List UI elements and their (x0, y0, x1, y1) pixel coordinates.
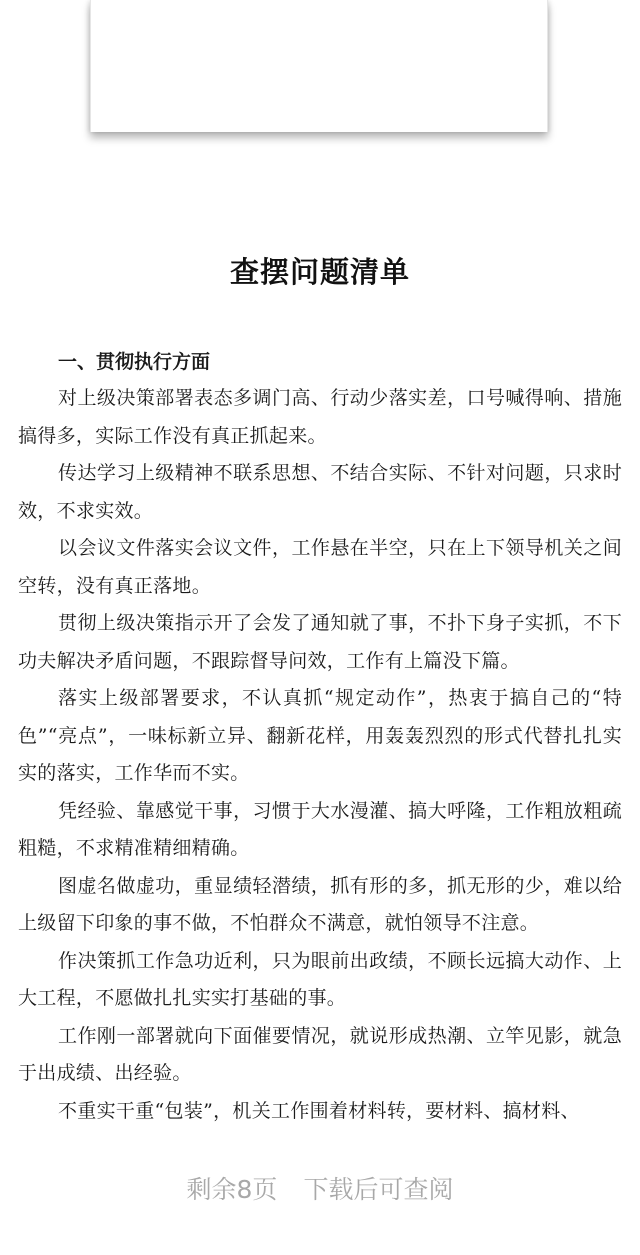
section-heading: 一、贯彻执行方面 (58, 351, 211, 373)
paragraph-3: 以会议文件落实会议文件，工作悬在半空，只在上下领导机关之间空转，没有真正落地。 (18, 537, 622, 597)
paragraph-6: 凭经验、靠感觉干事，习惯于大水漫灌、搞大呼隆，工作粗放粗疏粗糙，不求精准精细精确。 (18, 799, 622, 859)
document-page (18, 252, 622, 1130)
paragraph-7: 图虚名做虚功，重显绩轻潜绩，抓有形的多，抓无形的少，难以给上级留下印象的事不做，不怕群众不满意，就怕领导不注意。 (18, 874, 622, 934)
download-prompt[interactable] (0, 1170, 640, 1210)
document-title: 查摆问题清单 (229, 255, 410, 289)
paragraph-10: 不重实干重“包装”，机关工作围着材料转，要材料、搞材料、 (58, 1099, 580, 1122)
remaining-pages-label: 剩余8页 (186, 1175, 278, 1204)
download-to-view-label[interactable]: 下载后可查阅 (303, 1175, 454, 1204)
previous-page-sheet (90, 0, 548, 132)
paragraph-5: 落实上级部署要求，不认真抓“规定动作”，热衷于搞自己的“特色”“亮点”，一味标新立异、翻新花样，用轰轰烈烈的形式代替扎扎实实的落实，工作华而不实。 (18, 687, 622, 784)
paragraph-1: 对上级决策部署表态多调门高、行动少落实差，口号喊得响、措施搞得多，实际工作没有真正抓起来。 (18, 387, 622, 447)
paragraph-4: 贯彻上级决策指示开了会发了通知就了事，不扑下身子实抓，不下功夫解决矛盾问题，不跟踪督导问效，工作有上篇没下篇。 (18, 612, 622, 672)
paragraph-2: 传达学习上级精神不联系思想、不结合实际、不针对问题，只求时效，不求实效。 (18, 462, 622, 522)
paragraph-9: 工作刚一部署就向下面催要情况，就说形成热潮、立竿见影，就急于出成绩、出经验。 (18, 1024, 622, 1084)
paragraph-8: 作决策抓工作急功近利，只为眼前出政绩，不顾长远搞大动作、上大工程，不愿做扎扎实实打基础的事。 (18, 949, 622, 1009)
